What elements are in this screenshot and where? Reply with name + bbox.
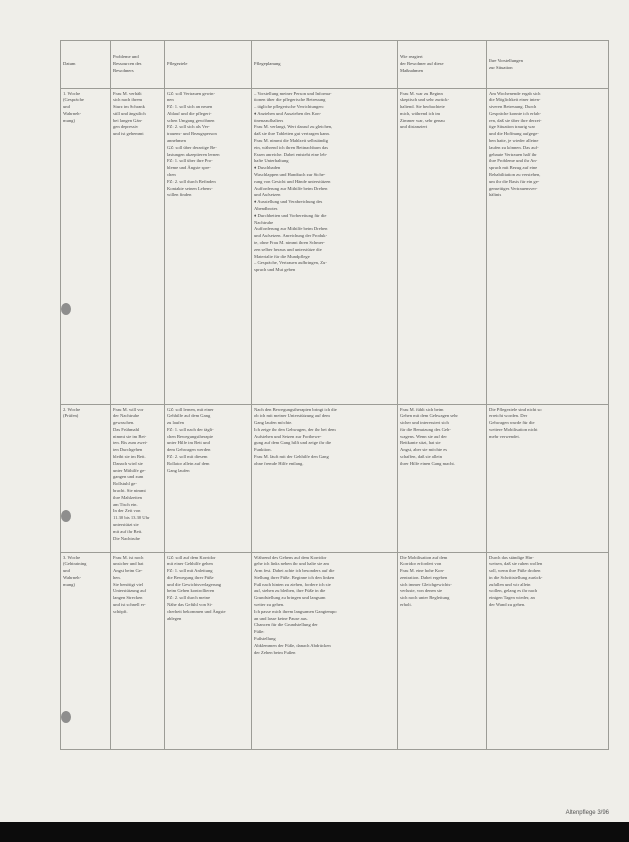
text-line: langen Strecken bbox=[113, 595, 143, 601]
text-line: Frau M. fühlt sich beim bbox=[400, 406, 444, 412]
text-line: spruch und Mut geben bbox=[254, 267, 296, 273]
text-line: (Gespräche bbox=[63, 97, 84, 103]
text-line: Arm fest. Dabei achte ich besonders auf die bbox=[254, 568, 335, 574]
text-line: FZ: 2. soll mit diesem bbox=[167, 454, 208, 460]
text-line: Die Pflegeziele sind nicht so bbox=[489, 406, 542, 412]
text-line: Chancen für die Grundstellung der bbox=[254, 622, 318, 628]
text-line: trauens- und Bezugsperson bbox=[167, 131, 217, 137]
text-line: Sie benötigt viel bbox=[113, 581, 144, 587]
cell-datum bbox=[61, 89, 111, 405]
text-line: Datum bbox=[63, 61, 76, 67]
text-line: bracht. Sie nimmt bbox=[113, 488, 146, 494]
text-line: Grundstellung zu bringen und langsam bbox=[254, 595, 326, 601]
text-line: Probleme und bbox=[113, 54, 139, 60]
text-line: haltend. Sie beobachtete bbox=[400, 104, 445, 110]
text-line: und Aufsetzen. Anreichung der Produk- bbox=[254, 233, 328, 239]
text-line: Wahrneh- bbox=[63, 574, 81, 580]
text-line: Nähe das Gefühl von Si- bbox=[167, 602, 213, 608]
text-line: hafte Unterhaltung bbox=[254, 158, 289, 164]
text-line: FZ: 2. soll durch Befinden bbox=[167, 178, 216, 184]
text-line: unter Mithilfe ge- bbox=[113, 467, 146, 473]
cell-planung bbox=[252, 405, 398, 553]
text-line: In der Zeit von bbox=[113, 508, 141, 514]
text-line: sich immer Gleichgewichts- bbox=[400, 581, 452, 587]
text-line: Am Wochenende ergab sich bbox=[489, 90, 541, 96]
text-line: Gespräche konnte ich erfah- bbox=[489, 110, 541, 116]
text-line: Ablauf und die pflegeri- bbox=[167, 110, 212, 116]
text-line: 11.30 bis 13.30 Uhr bbox=[113, 515, 150, 521]
column-header-wie bbox=[398, 41, 487, 89]
text-line: spruch mit Bezug auf eine bbox=[489, 165, 538, 171]
text-line: ben hatte, je wieder alleine bbox=[489, 138, 539, 144]
text-line: Pflegeziele bbox=[167, 61, 188, 67]
text-line: schaffen, daß sie allein bbox=[400, 454, 443, 460]
text-line: Frau M. ist noch bbox=[113, 554, 144, 560]
text-line: ♦ Durchbetten und Vorbereitung für die bbox=[254, 212, 327, 218]
column-header-datum bbox=[61, 41, 111, 89]
text-line: chen Bewegungstherapie bbox=[167, 433, 214, 439]
text-line: wagens. Wenn sie auf der bbox=[400, 433, 447, 439]
text-line: GZ: soll auf dem Korridor bbox=[167, 554, 216, 560]
text-line: Aufforderung zur Mithilfe beim Drehen bbox=[254, 185, 328, 191]
text-line: der Wand zu gehen. bbox=[489, 602, 526, 608]
cell-ziele bbox=[165, 89, 252, 405]
text-line: ten Durchgehen bbox=[113, 447, 143, 453]
text-line: laufen zu können. Das auf- bbox=[489, 144, 539, 150]
text-line: Frau M. nimmt die Mahlzeit selbständig bbox=[254, 138, 329, 144]
text-line: FZ: 2. soll durch meine bbox=[167, 595, 210, 601]
text-line: 1. Woche bbox=[63, 90, 81, 96]
text-line: erholt. bbox=[400, 602, 412, 608]
text-line: Aufforderung zur Mithilfe beim Drehen bbox=[254, 226, 328, 232]
text-line: Während des Gehens auf dem Korridor bbox=[254, 554, 327, 560]
text-line: cherheit bekommen und Ängste bbox=[167, 608, 226, 614]
text-line: mung) bbox=[63, 581, 75, 587]
column-header-planung bbox=[252, 41, 398, 89]
text-line: und die Gewichtsverlagerung bbox=[167, 581, 222, 587]
text-line: sich nach ihrem bbox=[113, 97, 143, 103]
text-line: ♦ Duschbaden bbox=[254, 165, 281, 171]
column-header-gefuehl bbox=[487, 41, 609, 89]
text-line: Bettkante sitzt, hat sie bbox=[400, 440, 441, 446]
text-line: Abendbrotes bbox=[254, 206, 278, 212]
text-line: ♦ Anziehen und Ausziehen des Kon- bbox=[254, 110, 322, 116]
text-line: Die Mobilisation auf dem bbox=[400, 554, 448, 560]
cell-ziele bbox=[165, 405, 252, 553]
text-line: – Vorstellung meiner Person und Informa- bbox=[254, 90, 332, 96]
cell-datum bbox=[61, 405, 111, 553]
cell-gefuehl bbox=[487, 89, 609, 405]
text-line: rung von Gesicht und Hände unterstützen bbox=[254, 178, 331, 184]
text-line: gehe ich links neben ihr und halte sie am bbox=[254, 561, 330, 567]
text-line: schen Umgang gewöhnen bbox=[167, 117, 215, 123]
text-line: 3. Woche bbox=[63, 554, 81, 560]
text-line: Ressourcen des bbox=[113, 61, 142, 67]
text-line: Frau M. läuft mit der Gehhilfe den Gang bbox=[254, 454, 329, 460]
text-line: Rollstuhl ge- bbox=[113, 481, 137, 487]
text-line: weiter zu gehen. bbox=[254, 602, 285, 608]
text-line: ob ich mit meiner Unterstützung auf dem bbox=[254, 413, 330, 419]
text-line: Gang laufen bbox=[167, 467, 190, 473]
text-line: auf, stehen zu bleiben, ihre Füße in die bbox=[254, 588, 326, 594]
text-line: hen. bbox=[113, 574, 121, 580]
table-row bbox=[61, 405, 609, 553]
text-line: Angst beim Ge- bbox=[113, 568, 143, 574]
text-line: Ich zeige ihr den Gehwagen, der ihr bei dem bbox=[254, 426, 336, 432]
text-line: zu laufen bbox=[167, 420, 184, 426]
text-line: – Gespräche, Vertrauen aufbringen, Zu- bbox=[254, 260, 327, 266]
text-line: Nachtruhe bbox=[254, 219, 274, 225]
text-line: – tägliche pflegerische Verrichtungen: bbox=[254, 104, 324, 110]
cell-wie bbox=[398, 405, 487, 553]
cell-wie bbox=[398, 553, 487, 750]
text-line: gewaschen. bbox=[113, 420, 135, 426]
text-line: Gehwagen wurde für die bbox=[489, 420, 535, 426]
text-line: te, ohne Frau M. nimmt ihren Schmer- bbox=[254, 240, 325, 246]
cell-datum bbox=[61, 553, 111, 750]
text-line: gung auf dem Gang hilft und zeige ihr die bbox=[254, 440, 332, 446]
text-line: gen depressiv bbox=[113, 124, 139, 130]
text-line: FZ: 2. soll sich als Ver- bbox=[167, 124, 210, 130]
text-line: bleibt sie im Bett. bbox=[113, 454, 146, 460]
text-line: Gehen mit dem Gehwagen sehr bbox=[400, 413, 458, 419]
text-line: FZ: 1. soll sich an neuen bbox=[167, 104, 213, 110]
text-line: unterstützt sie bbox=[113, 522, 139, 528]
text-line: der Bewohner auf diese bbox=[400, 61, 444, 67]
text-line: 2. Woche bbox=[63, 406, 81, 412]
text-line: und bbox=[63, 568, 70, 574]
text-line: sich noch unter Begleitung bbox=[400, 595, 450, 601]
text-line: (Gehtraining bbox=[63, 561, 87, 567]
text-line: Ich passe mich ihrem langsamen Gangtempo bbox=[254, 608, 337, 614]
text-line: ihre Mahlzeiten bbox=[113, 494, 142, 500]
text-line: die Möglichkeit einer inten- bbox=[489, 97, 541, 103]
text-line: zufallen und wir allein bbox=[489, 581, 531, 587]
text-line: genseitiges Vertrauensver- bbox=[489, 185, 538, 191]
text-line: ♦ Ausstellung und Verabreichung des bbox=[254, 199, 323, 205]
text-line: ten. Bis zum zwei- bbox=[113, 440, 148, 446]
text-line: Korridor erfordert von bbox=[400, 561, 442, 567]
text-line: Essen anreiche. Dabei entsteht eine leb- bbox=[254, 151, 328, 157]
text-line: am Tisch ein. bbox=[113, 501, 138, 507]
text-line: erreicht worden. Der bbox=[489, 413, 528, 419]
text-line: Das Frühmahl bbox=[113, 426, 140, 432]
cell-problem bbox=[111, 405, 165, 553]
text-line: Frau M. verlangt, Wert darauf zu gleichen, bbox=[254, 124, 333, 130]
text-line: für die Benutzung des Geh- bbox=[400, 426, 451, 432]
text-line: und Aufsetzen bbox=[254, 192, 281, 198]
text-line: Aufstehen und Setzen zur Fortbewe- bbox=[254, 433, 322, 439]
text-line: (Prüfen) bbox=[63, 413, 79, 419]
text-line: willen finden bbox=[167, 192, 192, 198]
text-line: bei langen Gän- bbox=[113, 117, 143, 123]
text-line: tionen über die pflegerische Betreuung bbox=[254, 97, 326, 103]
cell-planung bbox=[252, 553, 398, 750]
text-line: weitere Mobilisation nicht bbox=[489, 426, 538, 432]
text-line: daß sie ihre Tabletten gut vertragen kann. bbox=[254, 131, 331, 137]
cell-wie bbox=[398, 89, 487, 405]
text-line: und ist schnell er- bbox=[113, 602, 146, 608]
text-line: in die Schrittstellung zurück- bbox=[489, 574, 543, 580]
text-line: hältnis bbox=[489, 192, 502, 198]
text-line: dem Gehwagen werden bbox=[167, 447, 211, 453]
cell-gefuehl bbox=[487, 405, 609, 553]
text-line: gebaute Vertrauen half ihr bbox=[489, 151, 537, 157]
text-line: sicher und interessiert sich bbox=[400, 420, 449, 426]
text-line: unsicher und hat bbox=[113, 561, 144, 567]
text-line: mich, während ich im bbox=[400, 110, 441, 116]
text-line: nimmt sie im Bet- bbox=[113, 433, 147, 439]
text-line: wollen, gelang es ihr nach bbox=[489, 588, 538, 594]
text-line: Sturz im Schrank bbox=[113, 104, 145, 110]
table-header-row bbox=[61, 41, 609, 89]
text-line: und distanziert bbox=[400, 124, 428, 130]
cell-problem bbox=[111, 553, 165, 750]
scan-edge-band bbox=[0, 822, 629, 842]
text-line: zen selber heraus und unterstütze die bbox=[254, 246, 322, 252]
text-line: Stellung ihrer Füße. Beginne ich den linken bbox=[254, 574, 335, 580]
text-line: skeptisch und sehr zurück- bbox=[400, 97, 450, 103]
text-line: um ihr die Basis für ein ge- bbox=[489, 178, 540, 184]
text-line: zur Situation bbox=[489, 64, 513, 70]
text-line: der Zehen beim Fußen bbox=[254, 649, 296, 655]
text-line: still und ängstlich bbox=[113, 110, 146, 116]
text-line: FZ: 1. soll mit Anleitung bbox=[167, 568, 213, 574]
text-line: Durch das ständige Hin- bbox=[489, 554, 534, 560]
text-line: lastungen akzeptieren lernen bbox=[167, 151, 220, 157]
text-line: Unterstützung auf bbox=[113, 588, 147, 594]
text-line: Danach wird sie bbox=[113, 460, 143, 466]
text-line: GZ: soll Vertrauen gewin- bbox=[167, 90, 216, 96]
text-line: Waschlappen und Handtuch zur Siche- bbox=[254, 172, 326, 178]
text-line: an und lasse keine Pause aus. bbox=[254, 615, 308, 621]
text-line: Zimmer war, sehr genau bbox=[400, 117, 445, 123]
text-line: Die Nachtruhe bbox=[113, 535, 140, 541]
text-line: FZ: 1. soll über ihre Pro- bbox=[167, 158, 213, 164]
text-line: mit auf ihr Bett. bbox=[113, 528, 143, 534]
text-line: Wahrneh- bbox=[63, 110, 81, 116]
cell-problem bbox=[111, 89, 165, 405]
text-line: annehmen bbox=[167, 138, 186, 144]
cell-ziele bbox=[165, 553, 252, 750]
text-line: Frau M. will vor bbox=[113, 406, 144, 412]
text-line: nen bbox=[167, 97, 174, 103]
text-line: Frau M. verhält bbox=[113, 90, 142, 96]
table-body bbox=[61, 89, 609, 750]
text-line: Rollator allein auf dem bbox=[167, 460, 210, 466]
text-line: ablegen bbox=[167, 615, 182, 621]
text-line: Ihre Vorstellungen bbox=[489, 57, 523, 63]
text-line: die Bewegung ihrer Füße bbox=[167, 574, 214, 580]
text-line: siveren Betreuung. Durch bbox=[489, 104, 537, 110]
text-line: Füße: bbox=[254, 629, 265, 635]
column-header-problem bbox=[111, 41, 165, 89]
text-line: Materialie für die Mundpflege bbox=[254, 253, 310, 259]
text-line: einigen Tagen wieder, an bbox=[489, 595, 535, 601]
text-line: bleme und Ängste spre- bbox=[167, 165, 211, 171]
text-line: Nach den Bewegungstherapien bringt ich die bbox=[254, 406, 337, 412]
text-line: und bbox=[63, 104, 70, 110]
care-plan-table bbox=[60, 40, 609, 750]
text-line: schöpft. bbox=[113, 608, 128, 614]
text-line: Funktion. bbox=[254, 447, 272, 453]
text-line: Fußstellung bbox=[254, 636, 276, 642]
text-line: gangen und zum bbox=[113, 474, 144, 480]
text-line: und die Hoffnung aufgege- bbox=[489, 131, 539, 137]
text-line: verluste, von denen sie bbox=[400, 588, 443, 594]
text-line: Fuß nach hinten zu ziehen, fordere ich sie bbox=[254, 581, 331, 587]
text-line: Bewohners bbox=[113, 67, 134, 73]
text-line: ihre Probleme und ihr An- bbox=[489, 158, 538, 164]
table-row bbox=[61, 89, 609, 405]
text-line: ohne fremde Hilfe entlang. bbox=[254, 460, 304, 466]
text-line: GZ: soll lernen, mit einer bbox=[167, 406, 214, 412]
text-line: Pflegeplanung bbox=[254, 61, 281, 67]
cell-planung bbox=[252, 89, 398, 405]
text-line: ren, daß sie über ihre derzei- bbox=[489, 117, 542, 123]
cell-gefuehl bbox=[487, 553, 609, 750]
text-line: ein, während ich ihren Bettnachbarn das bbox=[254, 144, 328, 150]
text-line: Abklemmen der Füße, danach Abdrücken bbox=[254, 642, 331, 648]
text-line: weisen, daß sie ruhen wollen bbox=[489, 561, 543, 567]
text-line: und ist gehemmt bbox=[113, 131, 144, 137]
text-line: FZ: 1. soll nach der tägli- bbox=[167, 426, 214, 432]
text-line: beim Gehen kontrollieren bbox=[167, 588, 215, 594]
text-line: zentration. Dabei ergeben bbox=[400, 574, 448, 580]
text-line: der Nachtruhe bbox=[113, 413, 140, 419]
text-line: tinenzaufhalters bbox=[254, 117, 284, 123]
text-line: mehr verwendet. bbox=[489, 433, 520, 439]
text-line: Kontakte seinen Lebens- bbox=[167, 185, 213, 191]
text-line: Maßnahmen bbox=[400, 67, 423, 73]
text-line: Angst, aber sie möchte es bbox=[400, 447, 448, 453]
text-line: soll, wenn ihre Füße drohen bbox=[489, 568, 541, 574]
text-line: tige Situation traurig war bbox=[489, 124, 536, 130]
text-line: mit einer Gehhilfe gehen bbox=[167, 561, 213, 567]
table-row bbox=[61, 553, 609, 750]
text-line: mung) bbox=[63, 117, 75, 123]
text-line: GZ: soll über derartige Be- bbox=[167, 144, 217, 150]
page-number: Altenpflege 3/96 bbox=[565, 810, 609, 816]
text-line: Rehabilitation zu verstehen, bbox=[489, 172, 541, 178]
text-line: unter Hilfe im Bett und bbox=[167, 440, 210, 446]
column-header-ziele bbox=[165, 41, 252, 89]
text-line: Frau M. eine hohe Kon- bbox=[400, 568, 445, 574]
text-line: ihrer Hilfe einen Gang macht. bbox=[400, 460, 455, 466]
text-line: Frau M. war zu Beginn bbox=[400, 90, 443, 96]
text-line: chen bbox=[167, 172, 176, 178]
text-line: Gang laufen möchte. bbox=[254, 420, 293, 426]
text-line: Wie reagiert bbox=[400, 54, 423, 60]
text-line: Gehhilfe auf dem Gang bbox=[167, 413, 211, 419]
